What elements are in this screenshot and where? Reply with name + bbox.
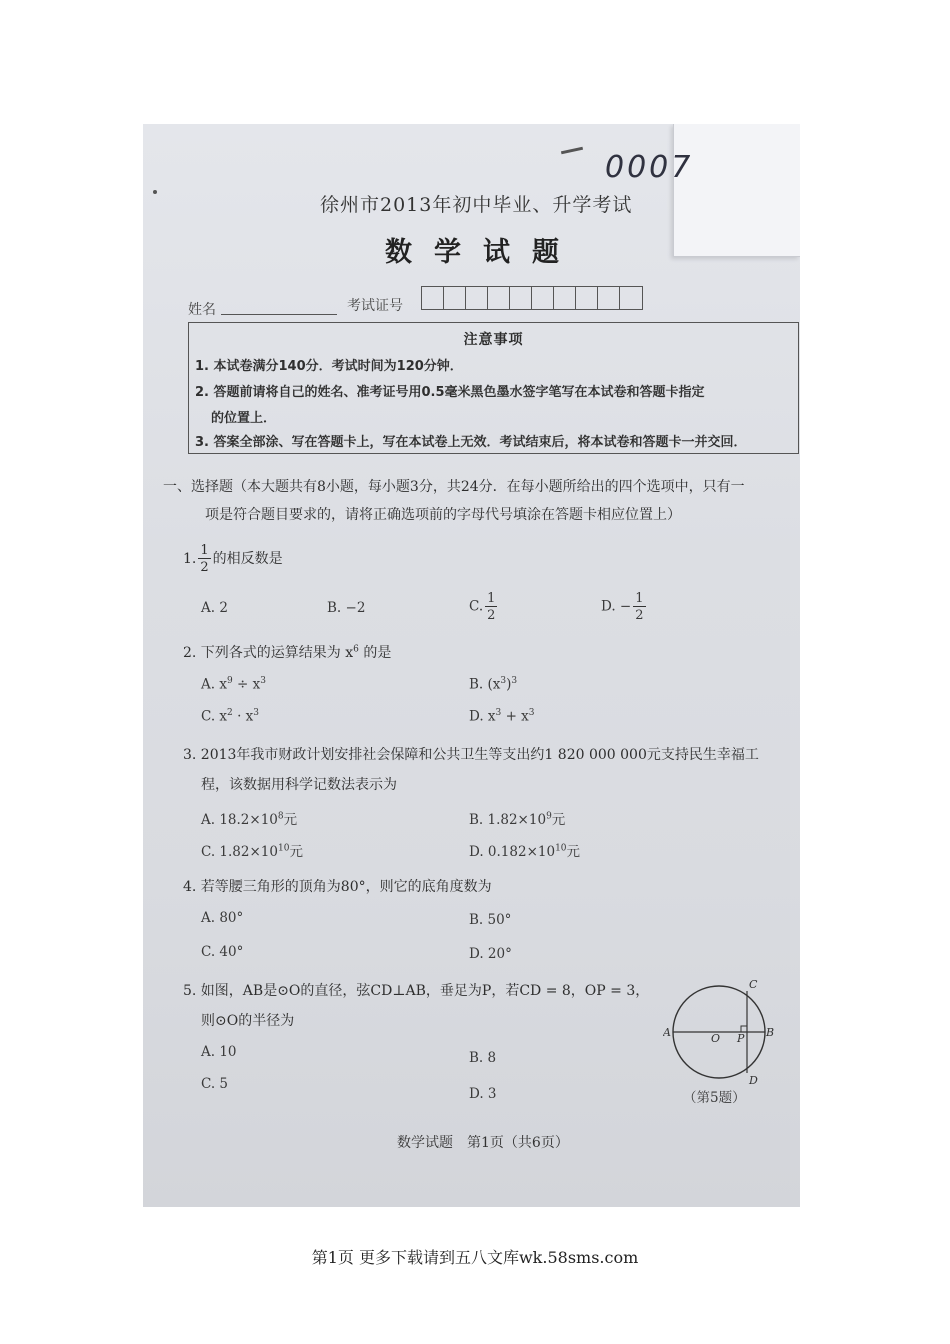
exponent: 10 [277, 843, 290, 854]
unit: 元 [551, 812, 566, 828]
section-heading: 一、选择题（本大题共有8小题，每小题3分，共24分．在每小题所给出的四个选项中，只有一 [163, 479, 745, 495]
option-c[interactable] [201, 840, 303, 860]
term: · x [232, 708, 254, 725]
label-a: A [663, 1026, 671, 1039]
exponent: 6 [353, 644, 359, 655]
term: + x [501, 708, 529, 725]
option-d[interactable] [601, 592, 648, 622]
notice-box [188, 322, 799, 454]
denominator: 2 [200, 560, 209, 575]
label-c: C [749, 978, 758, 991]
option-d[interactable]: D. 3 [469, 1086, 497, 1102]
unit: 元 [289, 844, 303, 860]
figure-caption: （第5题） [683, 1090, 746, 1106]
denominator: 2 [635, 608, 644, 623]
option-b[interactable] [469, 676, 517, 693]
unit: 元 [566, 844, 581, 860]
handwritten-number: 0007 [605, 150, 694, 185]
question-text: 的是 [358, 645, 392, 661]
id-cell[interactable] [598, 287, 620, 309]
sticky-note [673, 124, 800, 257]
fraction [485, 592, 497, 622]
exponent: 9 [546, 811, 552, 822]
label-b: B [766, 1026, 775, 1039]
id-cell[interactable] [554, 287, 576, 309]
option-c[interactable] [201, 708, 259, 725]
option-d[interactable] [469, 840, 580, 860]
option-b[interactable]: B. −2 [327, 600, 366, 616]
numerator: 1 [200, 543, 209, 558]
option-a[interactable] [201, 808, 297, 828]
option-a[interactable] [201, 676, 266, 693]
exponent: 3 [495, 708, 502, 718]
option-a[interactable]: A. 10 [201, 1044, 237, 1060]
option-d[interactable]: D. 20° [469, 946, 512, 962]
term: ÷ x [232, 676, 261, 693]
id-cell[interactable] [620, 287, 642, 309]
exponent: 3 [260, 676, 266, 686]
exponent: 3 [253, 708, 260, 718]
id-cell[interactable] [532, 287, 554, 309]
id-cell[interactable] [488, 287, 510, 309]
term: A. x [201, 676, 227, 693]
option-b[interactable]: B. 8 [469, 1050, 497, 1066]
exponent: 3 [528, 708, 535, 718]
option-b[interactable] [469, 808, 565, 828]
label-p: P [737, 1032, 745, 1045]
term: C. x [201, 708, 228, 725]
exponent: 2 [227, 708, 233, 718]
denominator: 2 [487, 608, 496, 623]
term: A. 18.2×10 [201, 812, 278, 828]
page-footer: 数学试题 第1页（共6页） [397, 1135, 569, 1151]
term: C. 1.82×10 [201, 844, 278, 860]
term: ) [506, 676, 512, 693]
id-cell[interactable] [510, 287, 532, 309]
option-a[interactable]: A. 80° [201, 910, 244, 926]
exponent: 10 [555, 843, 567, 854]
pen-mark [153, 190, 157, 194]
question-text: 2. 下列各式的运算结果为 x [183, 645, 354, 661]
id-cell[interactable] [576, 287, 598, 309]
fraction [198, 544, 210, 574]
question-5-stem-cont: 则⊙O的半径为 [201, 1013, 295, 1029]
notice-item: 1. 本试卷满分140分．考试时间为120分钟． [195, 359, 463, 374]
exponent: 9 [226, 676, 233, 686]
id-cell[interactable] [466, 287, 488, 309]
exam-title: 徐州市2013年初中毕业、升学考试 [320, 194, 633, 216]
subject-title: 数学试题 [385, 237, 581, 268]
id-cell[interactable] [422, 287, 444, 309]
term: D. x [469, 708, 496, 725]
question-number: 1. [183, 551, 197, 567]
exponent: 3 [500, 676, 507, 686]
unit: 元 [283, 812, 298, 828]
question-4-stem: 4. 若等腰三角形的顶角为80°，则它的底角度数为 [183, 879, 492, 895]
question-3-stem: 3. 2013年我市财政计划安排社会保障和公共卫生等支出约1 820 000 000元支持民生幸福工 [183, 747, 759, 763]
option-a[interactable]: A. 2 [201, 600, 228, 616]
option-c[interactable]: C. 5 [201, 1076, 229, 1092]
notice-item: 3. 答案全部涂、写在答题卡上，写在本试卷上无效．考试结束后，将本试卷和答题卡一并交回． [195, 435, 747, 450]
exponent: 3 [511, 676, 518, 686]
question-text: 的相反数是 [212, 551, 283, 567]
exponent: 8 [277, 811, 284, 822]
question-3-stem-cont: 程，该数据用科学记数法表示为 [201, 777, 397, 793]
exam-paper-photo [143, 124, 800, 1207]
option-d[interactable] [469, 708, 535, 725]
question-1-stem [183, 544, 283, 574]
option-label: C. [469, 598, 484, 615]
option-c[interactable]: C. 40° [201, 944, 244, 960]
option-label: D. − [601, 598, 632, 615]
notice-item: 2. 答题前请将自己的姓名、准考证号用0.5毫米黑色墨水签字笔写在本试卷和答题卡指定 [195, 385, 705, 400]
name-label: 姓名 [188, 302, 216, 318]
term: B. (x [469, 676, 501, 693]
id-label: 考试证号 [347, 298, 403, 314]
fraction [633, 592, 645, 622]
download-caption[interactable]: 第1页 更多下载请到五八文库wk.58sms.com [311, 1248, 639, 1267]
name-field[interactable] [221, 314, 337, 315]
id-number-grid[interactable] [421, 286, 643, 310]
notice-title: 注意事项 [463, 332, 524, 348]
question-2-stem [183, 642, 391, 662]
numerator: 1 [635, 591, 644, 606]
id-cell[interactable] [444, 287, 466, 309]
notice-item: 的位置上． [211, 411, 277, 426]
option-b[interactable]: B. 50° [469, 912, 512, 928]
label-o: O [711, 1032, 721, 1045]
option-c[interactable] [469, 592, 499, 622]
term: D. 0.182×10 [469, 844, 556, 860]
label-d: D [749, 1074, 758, 1087]
pen-mark [561, 147, 583, 155]
numerator: 1 [487, 591, 496, 606]
question-5-stem: 5. 如图，AB是⊙O的直径，弦CD⊥AB，垂足为P，若CD = 8，OP = 3， [183, 983, 650, 999]
term: B. 1.82×10 [469, 812, 547, 828]
section-heading-cont: 项是符合题目要求的，请将正确选项前的字母代号填涂在答题卡相应位置上） [205, 507, 681, 523]
